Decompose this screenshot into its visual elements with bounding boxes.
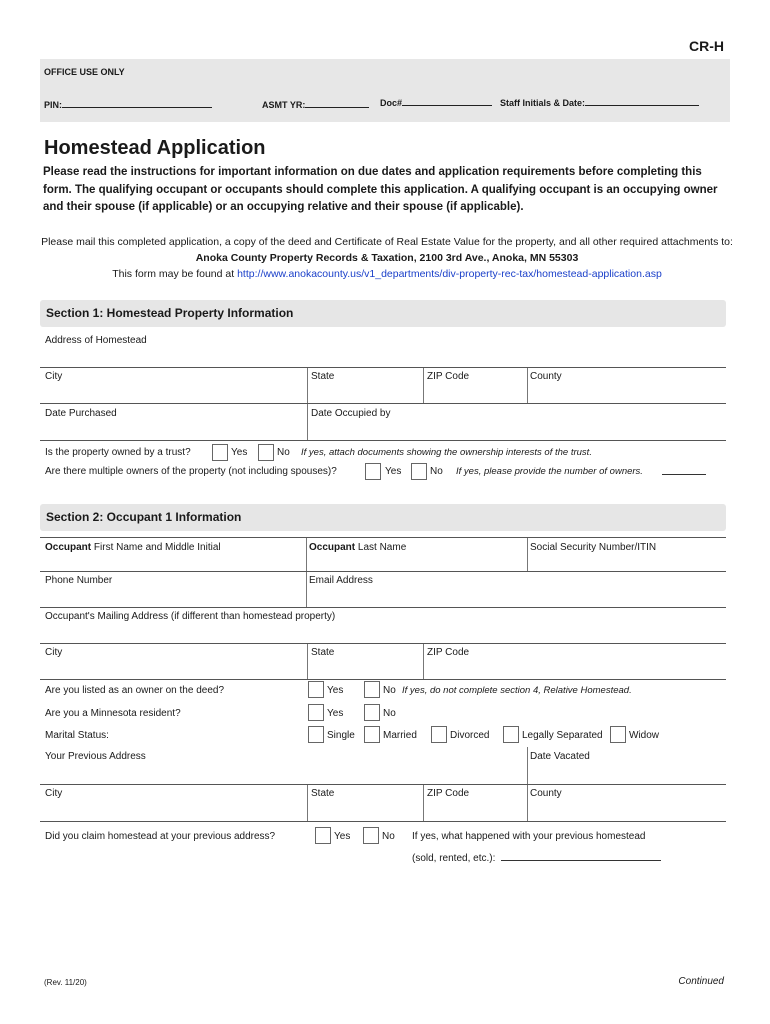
ssn-label: Social Security Number/ITIN bbox=[530, 542, 657, 553]
trust-question: Is the property owned by a trust? bbox=[45, 447, 191, 458]
prev-homestead-note-2: (sold, rented, etc.): bbox=[412, 853, 496, 864]
prev-yes-label: Yes bbox=[334, 831, 351, 842]
last-name-label: Last Name bbox=[357, 542, 407, 553]
state-label: State bbox=[311, 371, 335, 382]
owner-no-checkbox[interactable] bbox=[364, 681, 380, 698]
multi-yes-label: Yes bbox=[385, 466, 402, 477]
intro-text: Please read the instructions for important information on due dates and application requirements before completing this form. The qualifying occupant or occupants should complete this application. A qualifying occupant is an occupying owner and their spouse (if applicable) or an occupying relative and their spouse (if applicable). bbox=[43, 166, 718, 213]
divider bbox=[423, 368, 424, 403]
doc-label: Doc# bbox=[380, 98, 403, 108]
name-field-line[interactable] bbox=[40, 571, 726, 572]
homestead-address-label: Address of Homestead bbox=[45, 335, 147, 346]
date-vacated-label: Date Vacated bbox=[530, 751, 590, 762]
page-title: Homestead Application bbox=[44, 137, 266, 159]
owner-yes-label: Yes bbox=[327, 685, 344, 696]
mailing-address-label: Occupant's Mailing Address (if different than homestead property) bbox=[45, 611, 336, 622]
mailing-instructions bbox=[40, 234, 734, 282]
staff-initials-field[interactable] bbox=[585, 96, 699, 106]
previous-address-label: Your Previous Address bbox=[45, 751, 146, 762]
email-label: Email Address bbox=[309, 575, 373, 586]
divorced-label: Divorced bbox=[450, 730, 490, 741]
divider bbox=[527, 538, 528, 572]
legally-separated-checkbox[interactable] bbox=[503, 726, 519, 743]
staff-initials-label: Staff Initials & Date: bbox=[500, 98, 586, 108]
widow-checkbox[interactable] bbox=[610, 726, 626, 743]
owner-no-label: No bbox=[383, 685, 396, 696]
divider bbox=[306, 572, 307, 607]
prev-homestead-outcome-field[interactable] bbox=[501, 860, 661, 861]
revision-label: (Rev. 11/20) bbox=[44, 978, 87, 987]
resident-yes-checkbox[interactable] bbox=[308, 704, 324, 721]
multi-yes-checkbox[interactable] bbox=[365, 463, 381, 480]
trust-yes-checkbox[interactable] bbox=[212, 444, 228, 461]
prev-homestead-note: If yes, what happened with your previous homestead bbox=[412, 831, 646, 842]
section1-title: Section 1: Homestead Property Information bbox=[46, 306, 294, 320]
divider bbox=[307, 368, 308, 403]
resident-no-checkbox[interactable] bbox=[364, 704, 380, 721]
prev-county-label: County bbox=[530, 788, 562, 799]
asmt-yr-field[interactable] bbox=[305, 98, 369, 108]
occupant-bold: Occupant bbox=[309, 542, 356, 553]
trust-no-checkbox[interactable] bbox=[258, 444, 274, 461]
divider bbox=[306, 538, 307, 572]
owners-count-field[interactable] bbox=[662, 474, 706, 475]
multi-no-checkbox[interactable] bbox=[411, 463, 427, 480]
resident-no-label: No bbox=[383, 708, 396, 719]
prev-no-label: No bbox=[382, 831, 395, 842]
trust-yes-label: Yes bbox=[231, 447, 248, 458]
divider bbox=[307, 404, 308, 440]
section2-title: Section 2: Occupant 1 Information bbox=[46, 510, 242, 524]
widow-label: Widow bbox=[629, 730, 660, 741]
previous-address-field-line[interactable] bbox=[40, 784, 726, 785]
address-field-line[interactable] bbox=[40, 367, 726, 368]
county-label: County bbox=[530, 371, 562, 382]
married-checkbox[interactable] bbox=[364, 726, 380, 743]
section2-header bbox=[40, 504, 726, 531]
trust-no-label: No bbox=[277, 447, 290, 458]
city-label: City bbox=[45, 371, 63, 382]
divorced-checkbox[interactable] bbox=[431, 726, 447, 743]
single-checkbox[interactable] bbox=[308, 726, 324, 743]
prev-state-label: State bbox=[311, 788, 335, 799]
form-url-link[interactable]: http://www.anokacounty.us/v1_departments/div-property-rec-tax/homestead-application.asp bbox=[237, 268, 662, 280]
occupant-state-label: State bbox=[311, 647, 335, 658]
owner-yes-checkbox[interactable] bbox=[308, 681, 324, 698]
first-name-label: First Name and Middle Initial bbox=[93, 542, 221, 553]
continued-label: Continued bbox=[678, 976, 724, 987]
resident-yes-label: Yes bbox=[327, 708, 344, 719]
prev-city-label: City bbox=[45, 788, 63, 799]
owner-note: If yes, do not complete section 4, Relative Homestead. bbox=[402, 685, 632, 696]
phone-label: Phone Number bbox=[45, 575, 113, 586]
occupant-city-label: City bbox=[45, 647, 63, 658]
multi-no-label: No bbox=[430, 466, 443, 477]
doc-field[interactable] bbox=[402, 96, 492, 106]
zip-label: ZIP Code bbox=[427, 371, 470, 382]
office-use-title: OFFICE USE ONLY bbox=[44, 67, 125, 77]
prev-zip-label: ZIP Code bbox=[427, 788, 470, 799]
phone-email-field-line[interactable] bbox=[40, 607, 726, 608]
deed-owner-question: Are you listed as an owner on the deed? bbox=[45, 685, 225, 696]
resident-question: Are you a Minnesota resident? bbox=[45, 708, 181, 719]
pin-field[interactable] bbox=[62, 98, 212, 108]
city-field-line[interactable] bbox=[40, 403, 726, 404]
office-use-box bbox=[40, 59, 730, 122]
prev-no-checkbox[interactable] bbox=[363, 827, 379, 844]
prev-homestead-question: Did you claim homestead at your previous address? bbox=[45, 831, 276, 842]
prev-city-field-line[interactable] bbox=[40, 821, 726, 822]
mailing-address-field-line[interactable] bbox=[40, 643, 726, 644]
divider bbox=[527, 747, 528, 784]
asmt-yr-label: ASMT YR: bbox=[262, 100, 306, 110]
divider bbox=[423, 644, 424, 679]
divider bbox=[307, 644, 308, 679]
divider bbox=[307, 785, 308, 821]
form-location-label: This form may be found at bbox=[112, 268, 235, 280]
multiple-owners-question: Are there multiple owners of the property (not including spouses)? bbox=[45, 466, 337, 477]
multi-note: If yes, please provide the number of owners. bbox=[456, 466, 643, 477]
married-label: Married bbox=[383, 730, 417, 741]
trust-note: If yes, attach documents showing the ownership interests of the trust. bbox=[301, 447, 592, 458]
dates-field-line[interactable] bbox=[40, 440, 726, 441]
form-id: CR-H bbox=[689, 38, 724, 54]
prev-yes-checkbox[interactable] bbox=[315, 827, 331, 844]
mail-instructions-text: Please mail this completed application, a copy of the deed and Certificate of Real Estate Value for the property, and all other required attachments to: bbox=[41, 236, 733, 248]
section1-header bbox=[40, 300, 726, 327]
single-label: Single bbox=[327, 730, 355, 741]
divider bbox=[40, 537, 726, 538]
legally-separated-label: Legally Separated bbox=[522, 730, 603, 741]
divider bbox=[527, 785, 528, 821]
pin-label: PIN: bbox=[44, 100, 62, 110]
marital-status-label: Marital Status: bbox=[45, 730, 109, 741]
mail-address: Anoka County Property Records & Taxation, 2100 3rd Ave., Anoka, MN 55303 bbox=[195, 252, 579, 264]
date-purchased-label: Date Purchased bbox=[45, 408, 117, 419]
date-occupied-label: Date Occupied by bbox=[311, 408, 391, 419]
divider bbox=[527, 368, 528, 403]
divider bbox=[423, 785, 424, 821]
occupant-zip-label: ZIP Code bbox=[427, 647, 470, 658]
occupant-bold: Occupant bbox=[45, 542, 92, 553]
occupant-city-field-line[interactable] bbox=[40, 679, 726, 680]
